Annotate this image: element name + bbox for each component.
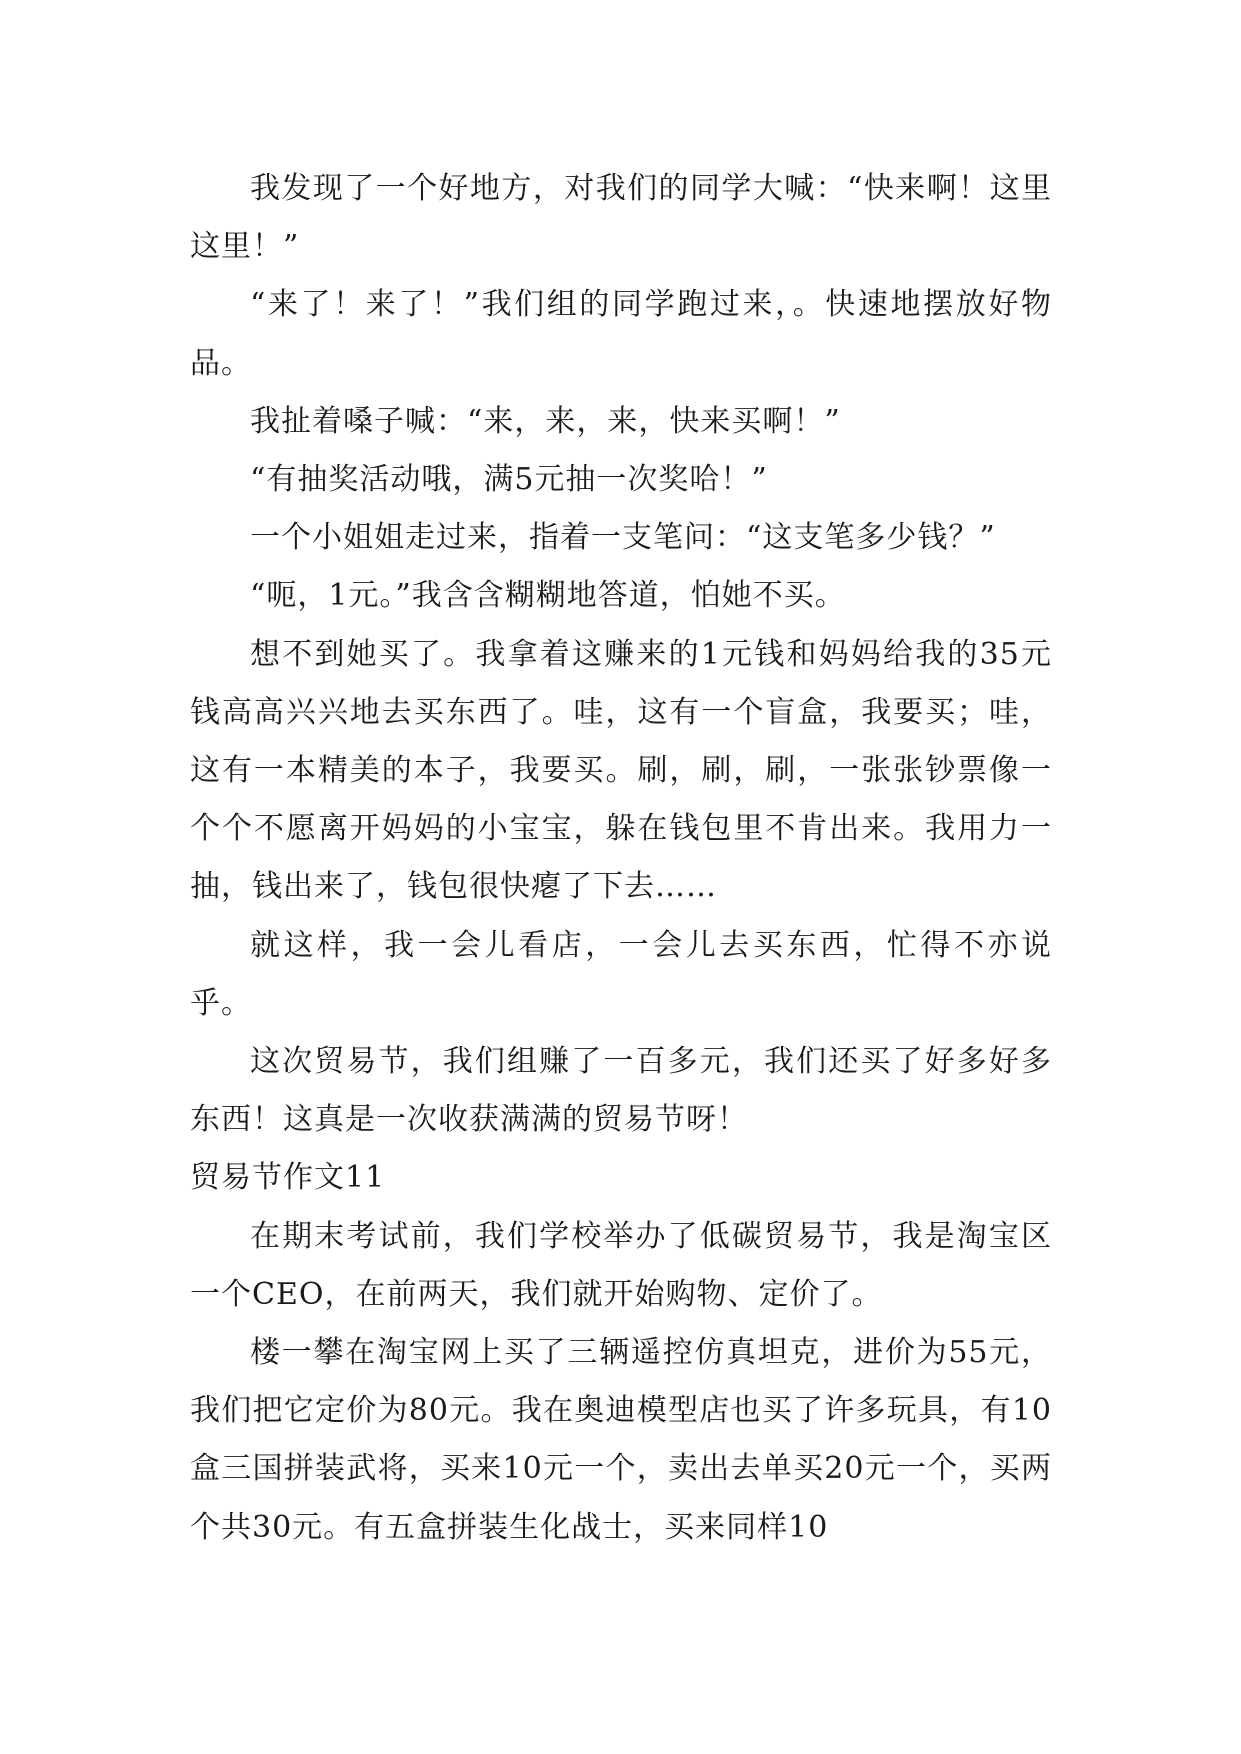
- document-body: [190, 160, 1052, 1557]
- paragraph: 就这样，我一会儿看店，一会儿去买东西，忙得不亦说乎。: [190, 927, 1052, 1021]
- paragraph: 在期末考试前，我们学校举办了低碳贸易节，我是淘宝区一个CEO，在前两天，我们就开始购物、定价了。: [190, 1218, 1052, 1312]
- paragraph: 我发现了一个好地方，对我们的同学大喊：“快来啊！这里这里！”: [190, 171, 1052, 265]
- paragraph: “呃，1元。”我含含糊糊地答道，怕她不买。: [250, 578, 846, 614]
- paragraph: “有抽奖活动哦，满5元抽一次奖哈！”: [250, 462, 768, 498]
- paragraph: 这次贸易节，我们组赚了一百多元，我们还买了好多好多东西！这真是一次收获满满的贸易节呀！: [190, 1044, 1052, 1138]
- paragraph: 想不到她买了。我拿着这赚来的1元钱和妈妈给我的35元钱高高兴兴地去买东西了。哇，这有一个盲盒，我要买；哇，这有一本精美的本子，我要买。刷，刷，刷，一张张钞票像一个个不愿离开妈妈的小宝宝，躲在钱包里不肯出来。我用力一抽，钱出来了，钱包很快瘪了下去……: [190, 636, 1052, 905]
- paragraph: 我扯着嗓子喊：“来，来，来，快来买啊！”: [250, 403, 841, 439]
- paragraph: 一个小姐姐走过来，指着一支笔问：“这支笔多少钱？”: [250, 520, 996, 556]
- section-heading: 贸易节作文11: [190, 1160, 386, 1196]
- paragraph: 楼一攀在淘宝网上买了三辆遥控仿真坦克，进价为55元，我们把它定价为80元。我在奥迪模型店也买了许多玩具，有10盒三国拼装武将，买来10元一个，卖出去单买20元一个，买两个共30元。有五盒拼装生化战士，买来同样10: [190, 1335, 1052, 1545]
- paragraph: “来了！来了！”我们组的同学跑过来，。快速地摆放好物品。: [190, 287, 1052, 381]
